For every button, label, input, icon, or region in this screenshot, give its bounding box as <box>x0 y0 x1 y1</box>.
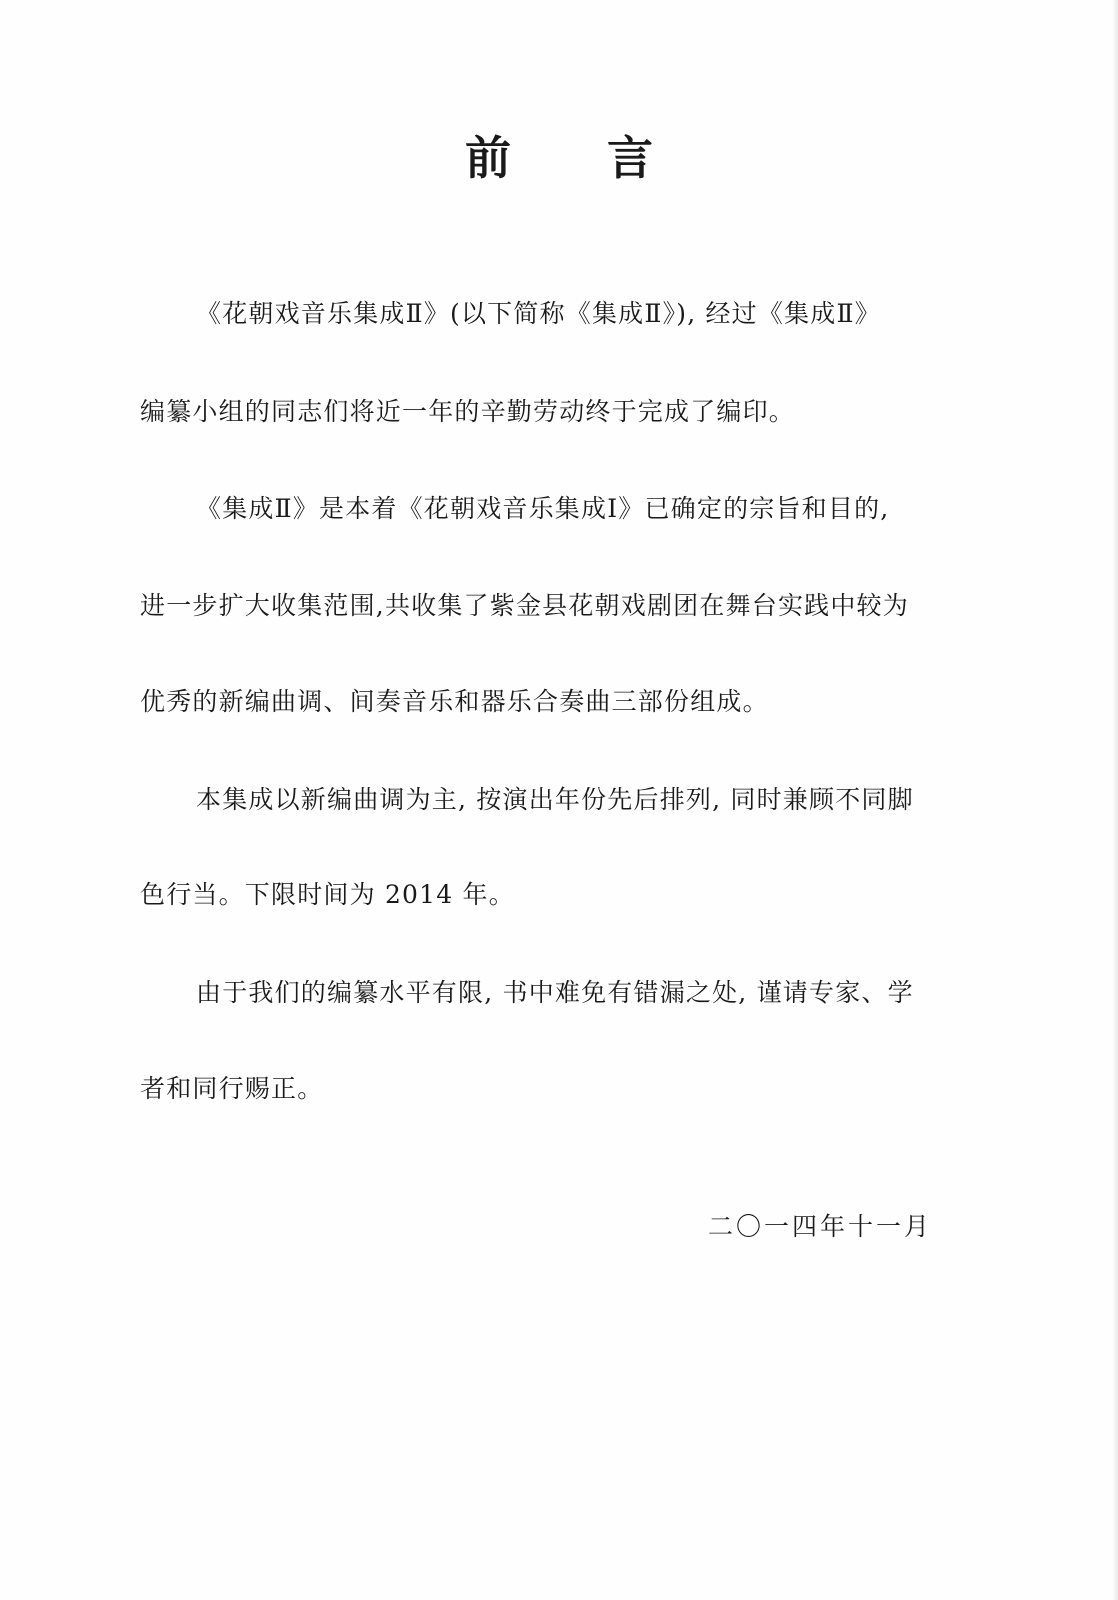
document-date: 二〇一四年十一月 <box>707 1212 932 1241</box>
paragraph-3-line-1: 本集成以新编曲调为主, 按演出年份先后排列, 同时兼顾不同脚 <box>196 785 914 814</box>
paragraph-2-line-3: 优秀的新编曲调、间奏音乐和器乐合奏曲三部份组成。 <box>140 687 769 716</box>
page-edge <box>1112 0 1118 1600</box>
paragraph-1-line-1: 《花朝戏音乐集成Ⅱ》(以下简称《集成Ⅱ》), 经过《集成Ⅱ》 <box>196 299 881 328</box>
paragraph-4-line-2: 者和同行赐正。 <box>140 1074 324 1103</box>
paragraph-2-line-2: 进一步扩大收集范围,共收集了紫金县花朝戏剧团在舞台实践中较为 <box>140 591 909 620</box>
paragraph-3-line-2: 色行当。下限时间为 2014 年。 <box>140 880 515 909</box>
paragraph-4-line-1: 由于我们的编纂水平有限, 书中难免有错漏之处, 谨请专家、学 <box>196 978 914 1007</box>
paragraph-2-line-1: 《集成Ⅱ》是本着《花朝戏音乐集成Ⅰ》已确定的宗旨和目的, <box>196 494 890 523</box>
paragraph-1-line-2: 编纂小组的同志们将近一年的辛勤劳动终于完成了编印。 <box>140 397 796 426</box>
page-title: 前 言 <box>464 131 693 185</box>
